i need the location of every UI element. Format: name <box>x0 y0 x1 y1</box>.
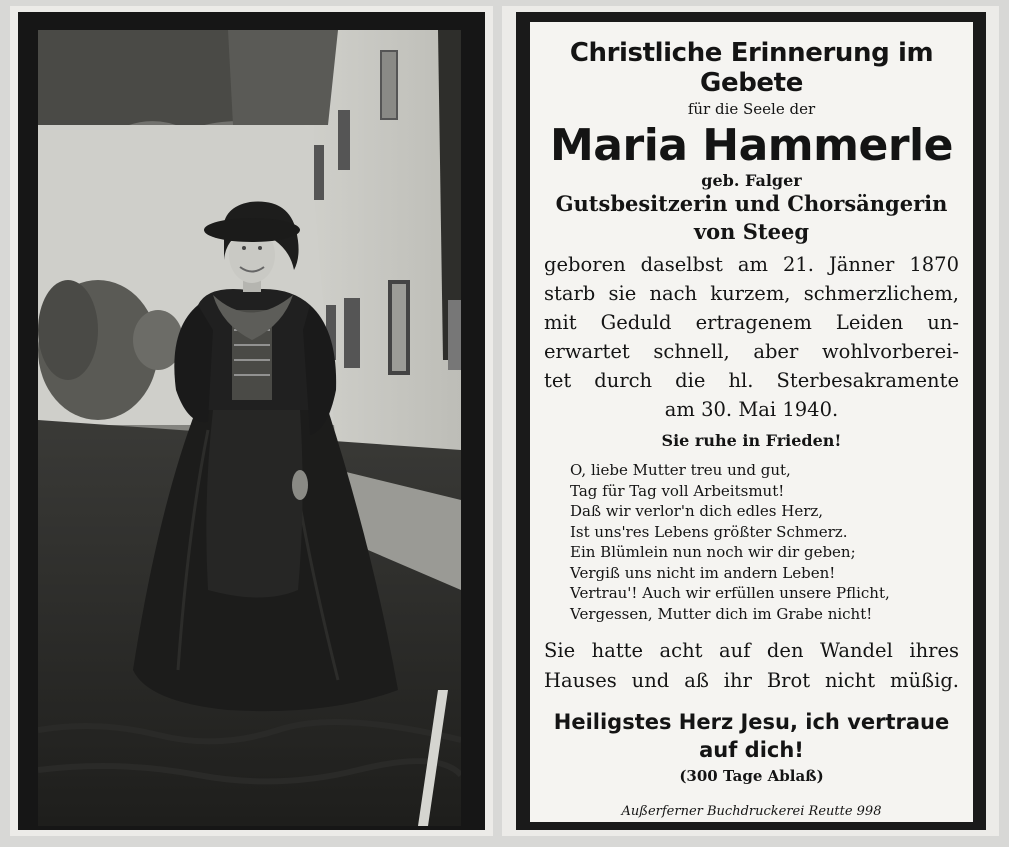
maiden-name: geb. Falger <box>701 171 802 190</box>
biography-line: tet durch die hl. Sterbesakramente <box>544 369 959 392</box>
place: von Steeg <box>693 219 810 244</box>
rest-in-peace: Sie ruhe in Frieden! <box>661 431 842 450</box>
memorial-card <box>502 6 999 836</box>
card-subheader: für die Seele der <box>687 100 816 118</box>
biography <box>544 250 959 424</box>
poem-line: Tag für Tag voll Arbeitsmut! <box>570 481 785 500</box>
proverb-line: Sie hatte acht auf den Wandel ihres <box>544 639 959 662</box>
biography-line: starb sie nach kurzem, schmerzlichem, <box>544 282 959 305</box>
card-header: Christliche Erinnerung im Gebete <box>569 38 934 98</box>
proverb <box>544 636 959 696</box>
prayer <box>544 708 959 764</box>
prayer-line: Heiligstes Herz Jesu, ich vertraue <box>553 710 950 734</box>
portrait-photo-illustration <box>38 30 461 826</box>
proverb-line: Hauses und aß ihr Brot nicht müßig. <box>544 669 959 692</box>
biography-line: am 30. Mai 1940. <box>664 398 839 421</box>
biography-line: mit Geduld ertragenem Leiden un- <box>544 311 959 334</box>
poem-line: Ein Blümlein nun noch wir dir geben; <box>570 543 856 561</box>
poem-line: O, liebe Mutter treu und gut, <box>570 461 791 479</box>
portrait-photo <box>38 30 461 826</box>
biography-line: erwartet schnell, aber wohlvorberei- <box>544 340 959 363</box>
biography-line: geboren daselbst am 21. Jänner 1870 <box>544 253 959 276</box>
prayer-line: auf dich! <box>699 738 804 762</box>
printer-imprint: Außerferner Buchdruckerei Reutte 998 <box>621 804 882 819</box>
poem-line: Ist uns'res Lebens größter Schmerz. <box>570 522 848 541</box>
photo-card <box>10 6 493 836</box>
poem-line: Vergessen, Mutter dich im Grabe nicht! <box>570 604 873 623</box>
memorial-frame <box>516 12 986 830</box>
poem <box>570 460 959 624</box>
poem-line: Vertrau'! Auch wir erfüllen unsere Pflicht, <box>570 584 890 602</box>
memorial-text-panel <box>530 22 973 822</box>
deceased-name: Maria Hammerle <box>550 120 953 171</box>
occupation: Gutsbesitzerin und Chorsängerin <box>555 191 948 216</box>
poem-line: Daß wir verlor'n dich edles Herz, <box>570 502 824 520</box>
photo-frame <box>18 12 485 830</box>
indulgence: (300 Tage Ablaß) <box>679 767 824 785</box>
poem-line: Vergiß uns nicht im andern Leben! <box>570 563 836 582</box>
